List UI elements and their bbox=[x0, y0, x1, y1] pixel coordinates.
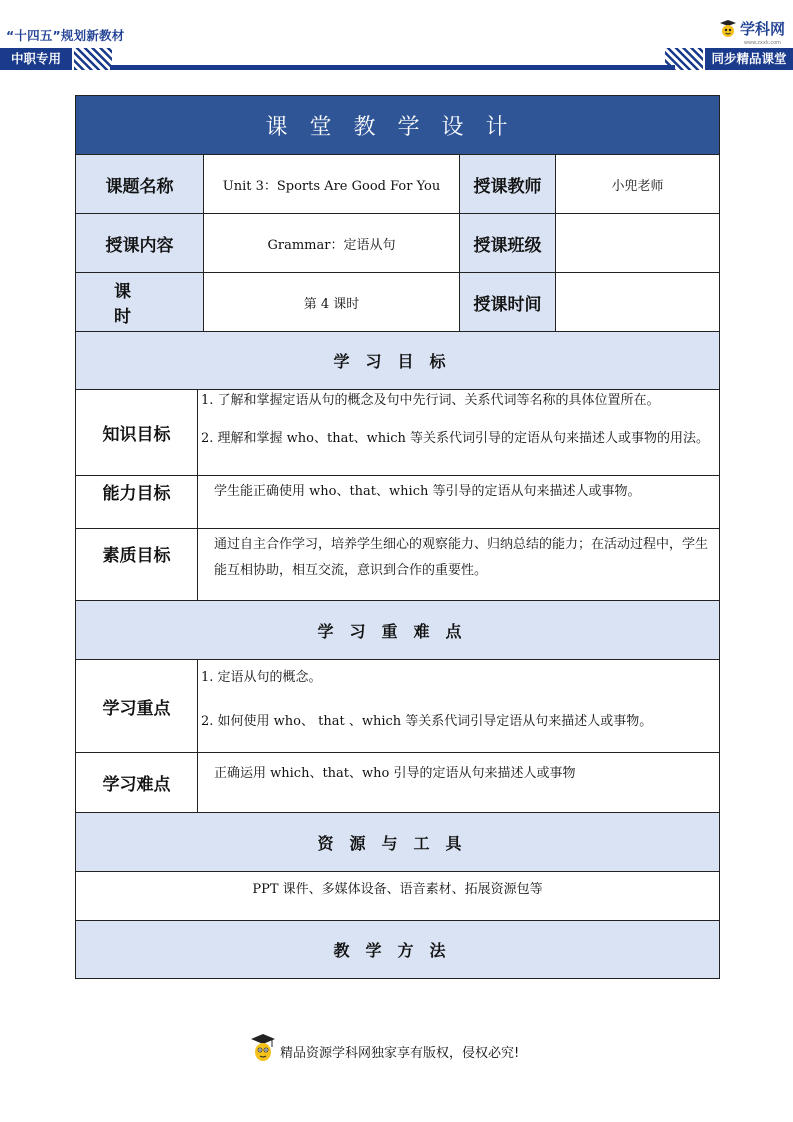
course-name-label: 课题名称 bbox=[76, 155, 204, 214]
knowledge-item: 1. 了解和掌握定语从句的概念及句中先行词、关系代词等名称的具体位置所在。 bbox=[201, 393, 660, 408]
difficulty-label: 学习难点 bbox=[76, 753, 198, 813]
time-value bbox=[556, 273, 720, 332]
methods-heading: 教学方法 bbox=[76, 921, 720, 979]
logo-url: www.zxxk.com bbox=[743, 40, 781, 46]
focus-label: 学习重点 bbox=[76, 660, 198, 753]
difficulty-content: 正确运用 which、that、who 引导的定语从句来描述人或事物 bbox=[198, 753, 720, 813]
time-label: 授课时间 bbox=[460, 273, 556, 332]
right-badge: 同步精品课堂 bbox=[705, 48, 793, 70]
resources-content: PPT 课件、多媒体设备、语音素材、拓展资源包等 bbox=[76, 872, 720, 921]
knowledge-content bbox=[198, 390, 720, 476]
series-label: “十四五”规划新教材 bbox=[6, 28, 125, 43]
logo-text: 学科网 bbox=[739, 20, 785, 38]
class-value bbox=[556, 214, 720, 273]
logo bbox=[719, 18, 785, 39]
knowledge-item: 2. 理解和掌握 who、that、which 等关系代词引导的定语从句来描述人或事物的用法。 bbox=[201, 431, 710, 446]
teacher-value: 小兜老师 bbox=[556, 155, 720, 214]
objectives-heading: 学习目标 bbox=[76, 332, 720, 390]
quality-label: 素质目标 bbox=[76, 529, 198, 601]
key-points-heading: 学习重难点 bbox=[76, 601, 720, 660]
focus-content bbox=[198, 660, 720, 753]
mascot-icon bbox=[719, 19, 737, 39]
teacher-label: 授课教师 bbox=[460, 155, 556, 214]
ability-label: 能力目标 bbox=[76, 476, 198, 529]
resources-heading: 资源与工具 bbox=[76, 813, 720, 872]
focus-item: 2. 如何使用 who、 that 、which 等关系代词引导定语从句来描述人或事物。 bbox=[201, 714, 653, 729]
right-stripes-decoration bbox=[665, 48, 703, 70]
lesson-plan-table bbox=[75, 95, 720, 979]
ability-content: 学生能正确使用 who、that、which 等引导的定语从句来描述人或事物。 bbox=[198, 476, 720, 529]
left-stripes-decoration bbox=[74, 48, 112, 70]
quality-content: 通过自主合作学习，培养学生细心的观察能力、归纳总结的能力；在活动过程中，学生能互相协助，相互交流，意识到合作的重要性。 bbox=[198, 529, 720, 601]
content-label: 授课内容 bbox=[76, 214, 204, 273]
period-label: 课 时 bbox=[76, 273, 204, 332]
copyright-text: 精品资源学科网独家享有版权，侵权必究! bbox=[280, 1046, 520, 1061]
course-name-value: Unit 3：Sports Are Good For You bbox=[204, 155, 460, 214]
left-badge: 中职专用 bbox=[0, 48, 72, 70]
mascot-icon bbox=[250, 1033, 276, 1063]
class-label: 授课班级 bbox=[460, 214, 556, 273]
table-title: 课堂教学设计 bbox=[76, 96, 720, 155]
knowledge-label: 知识目标 bbox=[76, 390, 198, 476]
footer bbox=[250, 1033, 519, 1063]
header-rule bbox=[110, 65, 675, 70]
period-value: 第 4 课时 bbox=[204, 273, 460, 332]
content-value: Grammar：定语从句 bbox=[204, 214, 460, 273]
focus-item: 1. 定语从句的概念。 bbox=[201, 670, 322, 685]
